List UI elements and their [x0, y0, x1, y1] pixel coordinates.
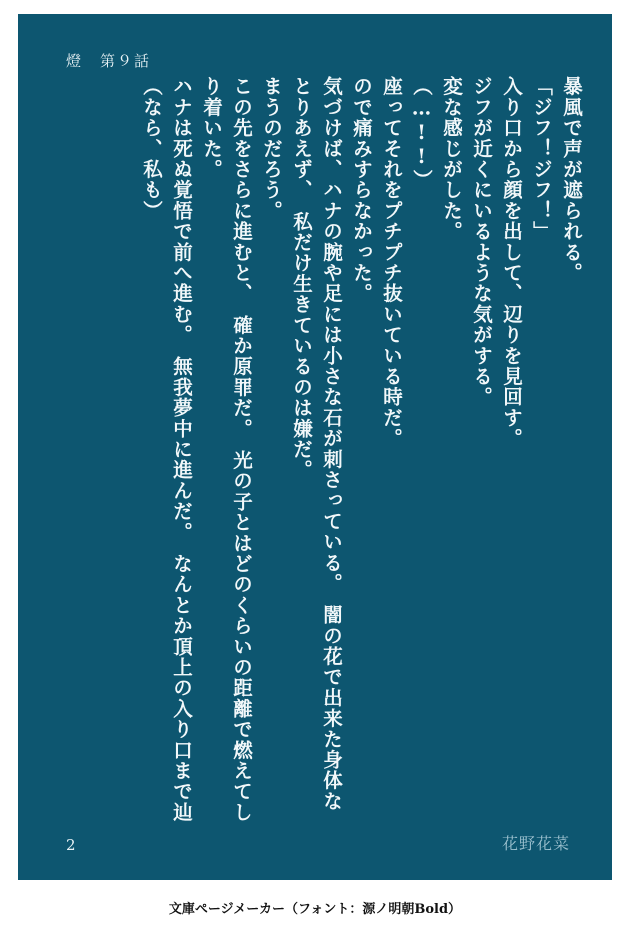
chapter-title: 燈 第９話	[66, 52, 152, 70]
text-column: とりあえず、 私だけ生きているのは嫌だ。	[290, 76, 313, 481]
text-column: 座ってそれをプチプチ抜いている時だ。	[380, 76, 403, 449]
text-column: （…!!）	[410, 76, 433, 190]
text-column: 入り口から顔を出して、辺りを見回す。	[500, 76, 523, 449]
vertical-text-body	[136, 76, 586, 823]
text-column: 暴風で声が遮られる。	[560, 76, 583, 283]
text-column: まうのだろう。	[260, 76, 283, 221]
text-column: ハナは死ぬ覚悟で前へ進む。 無我夢中に進んだ。 なんとか頂上の入り口まで辿	[170, 76, 193, 823]
text-column: 気づけば、ハナの腕や足には小さな石が刺さっている。 闇の花で出来た身体な	[320, 76, 343, 812]
text-column: り着いた。	[200, 76, 223, 180]
text-column: この先をさらに進むと、 確か原罪だ。 光の子とはどのくらいの距離で燃えてし	[230, 76, 253, 823]
novel-page-sheet	[18, 14, 612, 880]
author-name: 花野花菜	[501, 834, 570, 853]
text-column: 「ジフ！ジフ！」	[530, 76, 553, 242]
text-column: 変な感じがした。	[440, 76, 463, 242]
page-footer	[18, 830, 612, 854]
text-column: ので痛みすらなかった。	[350, 76, 373, 304]
text-column: ジフが近くにいるような気がする。	[470, 76, 493, 408]
text-column: （なら、私も）	[140, 76, 163, 221]
generator-caption: 文庫ページメーカー（フォント：源ノ明朝Bold）	[168, 902, 462, 917]
page-number: 2	[66, 836, 76, 854]
